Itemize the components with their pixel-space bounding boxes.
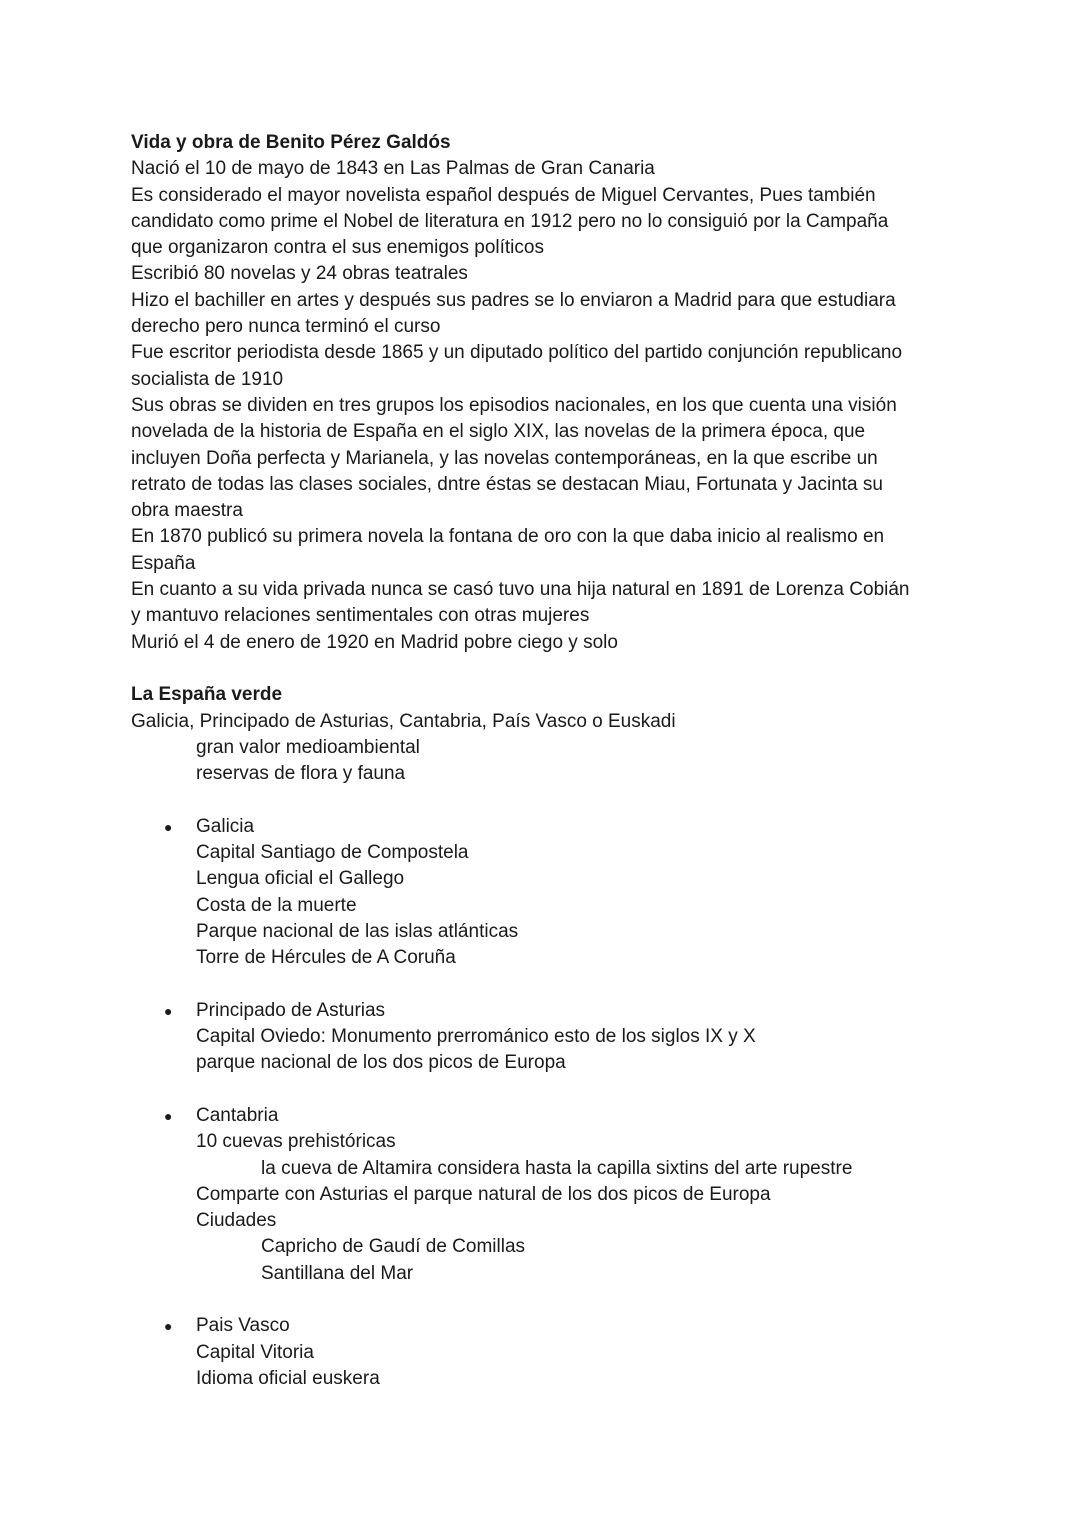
section-title-galdos: Vida y obra de Benito Pérez Galdós	[131, 132, 451, 153]
text-line: que organizaron contra el sus enemigos políticos	[131, 237, 544, 259]
region-detail: Parque nacional de las islas atlánticas	[196, 920, 519, 942]
region-detail: Costa de la muerte	[196, 894, 357, 916]
region-sub-detail: la cueva de Altamira considera hasta la capilla sixtins del arte rupestre	[261, 1157, 853, 1179]
section-title-espana-verde: La España verde	[131, 684, 283, 706]
intro-sub-item: reservas de flora y fauna	[196, 763, 406, 785]
text-line: En cuanto a su vida privada nunca se casó tuvo una hija natural en 1891 de Lorenza Cobián	[131, 579, 910, 601]
text-line: novelada de la historia de España en el siglo XIX, las novelas de la primera época, que	[131, 421, 866, 443]
regions-intro: Galicia, Principado de Asturias, Cantabria, País Vasco o Euskadi	[131, 710, 676, 732]
region-name: Cantabria	[196, 1104, 279, 1126]
bullet-icon: ●	[164, 1318, 173, 1335]
spacer	[131, 787, 951, 813]
region-detail: 10 cuevas prehistóricas	[196, 1131, 396, 1153]
list-item-galicia	[131, 814, 951, 972]
list-item-asturias	[131, 998, 951, 1077]
text-line: España	[131, 552, 196, 574]
region-detail: Capital Vitoria	[196, 1341, 314, 1363]
bullet-icon: ●	[164, 1107, 173, 1124]
text-line: Sus obras se dividen en tres grupos los episodios nacionales, en los que cuenta una visión	[131, 394, 897, 416]
text-line: Nació el 10 de mayo de 1843 en Las Palmas de Gran Canaria	[131, 158, 655, 180]
region-detail: Idioma oficial euskera	[196, 1367, 380, 1389]
text-line: Escribió 80 novelas y 24 obras teatrales	[131, 263, 468, 285]
text-line: derecho pero nunca terminó el curso	[131, 316, 441, 338]
spacer	[131, 972, 951, 998]
bullet-icon: ●	[164, 818, 173, 835]
region-detail: Comparte con Asturias el parque natural de los dos picos de Europa	[196, 1183, 771, 1205]
text-line: Es considerado el mayor novelista español después de Miguel Cervantes, Pues también	[131, 184, 876, 206]
region-detail: Capital Oviedo: Monumento prerrománico esto de los siglos IX y X	[196, 1026, 756, 1048]
text-line: incluyen Doña perfecta y Marianela, y las novelas contemporáneas, en la que escribe un	[131, 447, 878, 469]
text-line: obra maestra	[131, 500, 243, 522]
spacer	[131, 1077, 951, 1103]
region-detail: parque nacional de los dos picos de Europa	[196, 1052, 566, 1074]
region-name: Galicia	[196, 815, 255, 837]
text-line: candidato como prime el Nobel de literatura en 1912 pero no lo consiguió por la Campaña	[131, 210, 889, 232]
spacer	[131, 656, 951, 682]
text-line: Fue escritor periodista desde 1865 y un diputado político del partido conjunción republicano	[131, 342, 903, 364]
region-detail: Lengua oficial el Gallego	[196, 868, 405, 890]
region-name: Principado de Asturias	[196, 999, 386, 1021]
document-page	[131, 130, 951, 1392]
text-line: socialista de 1910	[131, 368, 284, 390]
bullet-icon: ●	[164, 1002, 173, 1019]
list-item-cantabria	[131, 1103, 951, 1287]
spacer	[131, 1287, 951, 1313]
region-name: Pais Vasco	[196, 1315, 290, 1337]
region-sub-detail: Capricho de Gaudí de Comillas	[261, 1236, 526, 1258]
intro-sub-item: gran valor medioambiental	[196, 736, 420, 758]
text-line: Murió el 4 de enero de 1920 en Madrid pobre ciego y solo	[131, 631, 618, 653]
region-detail: Capital Santiago de Compostela	[196, 842, 469, 864]
list-item-pais-vasco	[131, 1313, 951, 1392]
region-detail: Ciudades	[196, 1210, 277, 1232]
region-detail: Torre de Hércules de A Coruña	[196, 947, 456, 969]
text-line: En 1870 publicó su primera novela la fontana de oro con la que daba inicio al realismo en	[131, 526, 885, 548]
region-sub-detail: Santillana del Mar	[261, 1262, 414, 1284]
text-line: y mantuvo relaciones sentimentales con otras mujeres	[131, 605, 590, 627]
text-line: Hizo el bachiller en artes y después sus padres se lo enviaron a Madrid para que estudiara	[131, 289, 896, 311]
text-line: retrato de todas las clases sociales, dntre éstas se destacan Miau, Fortunata y Jacinta su	[131, 473, 883, 495]
